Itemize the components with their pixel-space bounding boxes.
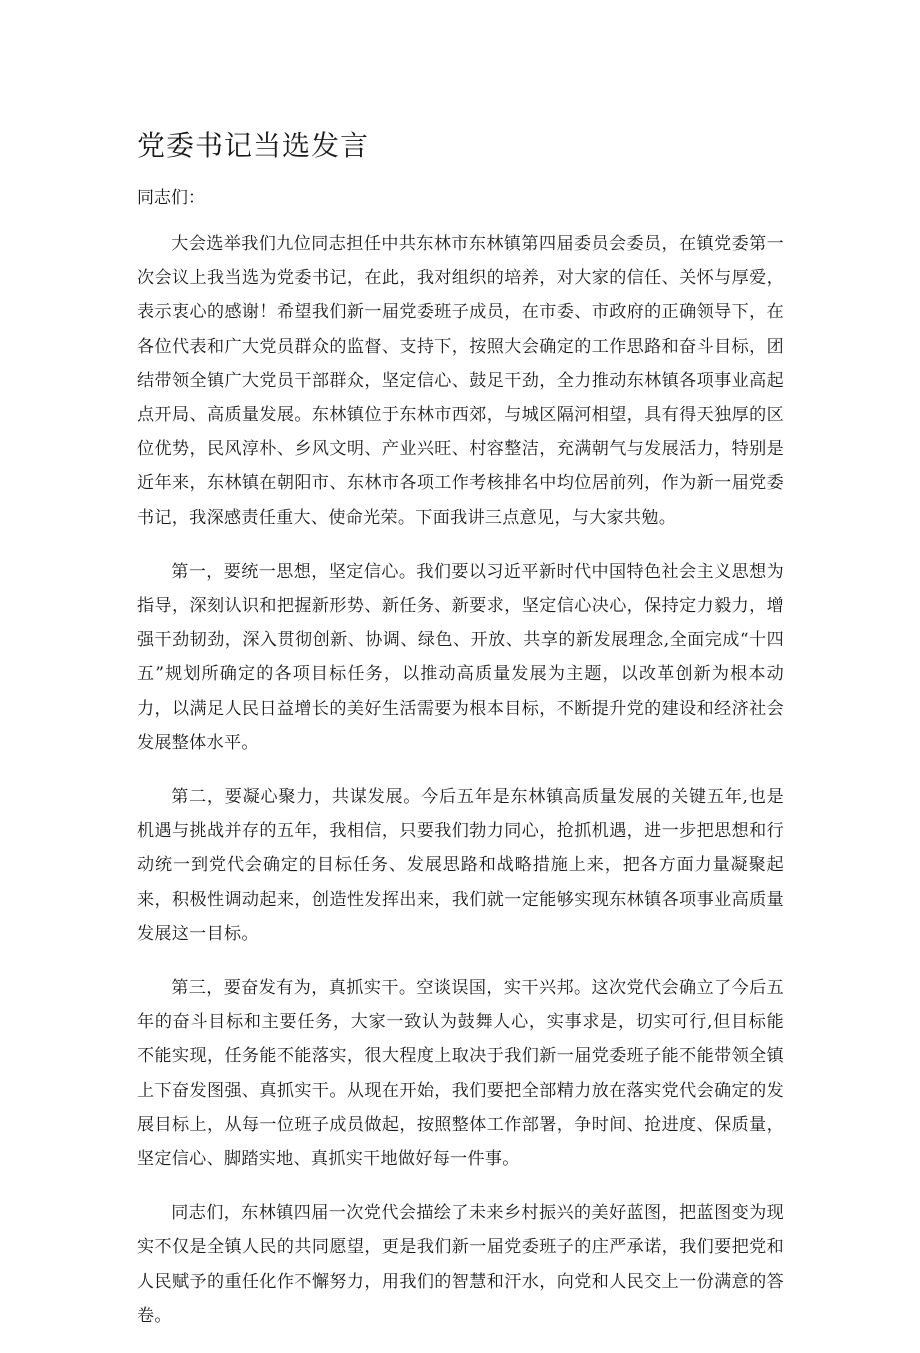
paragraph-closing: 同志们，东林镇四届一次党代会描绘了未来乡村振兴的美好蓝图，把蓝图变为现实不仅是全镇人民的共同愿望，更是我们新一届党委班子的庄严承诺，我们要把党和人民赋予的重任化作不懈努力，用我们的智慧和汗水，向党和人民交上一份满意的答卷。 (137, 1203, 784, 1326)
paragraph-point-three: 第三，要奋发有为，真抓实干。空谈误国，实干兴邦。这次党代会确立了今后五年的奋斗目标和主要任务，大家一致认为鼓舞人心，实事求是，切实可行,但目标能不能实现，任务能不能落实，很大程度上取决于我们新一届党委班子能不能带领全镇上下奋发图强、真抓实干。从现在开始，我们要把全部精力放在落实党代会确定的发展目标上，从每一位班子成员做起，按照整体工作部署，争时间、抢进度、保质量，坚定信心、脚踏实地、真抓实干地做好每一件事。 (137, 978, 784, 1170)
paragraph-opening: 大会选举我们九位同志担任中共东林市东林镇第四届委员会委员，在镇党委第一次会议上我当选为党委书记，在此，我对组织的培养，对大家的信任、关怀与厚爱，表示衷心的感谢！希望我们新一届党委班子成员，在市委、市政府的正确领导下，在各位代表和广大党员群众的监督、支持下，按照大会确定的工作思路和奋斗目标，团结带领全镇广大党员干部群众，坚定信心、鼓足干劲，全力推动东林镇各项事业高起点开局、高质量发展。东林镇位于东林市西郊，与城区隔河相望，具有得天独厚的区位优势，民风淳朴、乡风文明、产业兴旺、村容整洁，充满朝气与发展活力，特别是近年来，东林镇在朝阳市、东林市各项工作考核排名中均位居前列，作为新一届党委书记，我深感责任重大、使命光荣。下面我讲三点意见，与大家共勉。 (137, 234, 784, 528)
salutation: 同志们： (137, 188, 205, 208)
page-title: 党委书记当选发言 (137, 129, 370, 162)
document-body (137, 227, 784, 1353)
paragraph-point-one: 第一，要统一思想，坚定信心。我们要以习近平新时代中国特色社会主义思想为指导，深刻认识和把握新形势、新任务、新要求，坚定信心决心，保持定力毅力，增强干劲韧劲，深入贯彻创新、协调、绿色、开放、共享的新发展理念,全面完成“十四五”规划所确定的各项目标任务，以推动高质量发展为主题，以改革创新为根本动力，以满足人民日益增长的美好生活需要为根本目标，不断提升党的建设和经济社会发展整体水平。 (137, 561, 784, 753)
paragraph-point-two: 第二，要凝心聚力，共谋发展。今后五年是东林镇高质量发展的关键五年,也是机遇与挑战并存的五年，我相信，只要我们勃力同心，抢抓机遇，进一步把思想和行动统一到党代会确定的目标任务、发展思路和战略措施上来，把各方面力量凝聚起来，积极性调动起来，创造性发挥出来，我们就一定能够实现东林镇各项事业高质量发展这一目标。 (137, 787, 784, 944)
